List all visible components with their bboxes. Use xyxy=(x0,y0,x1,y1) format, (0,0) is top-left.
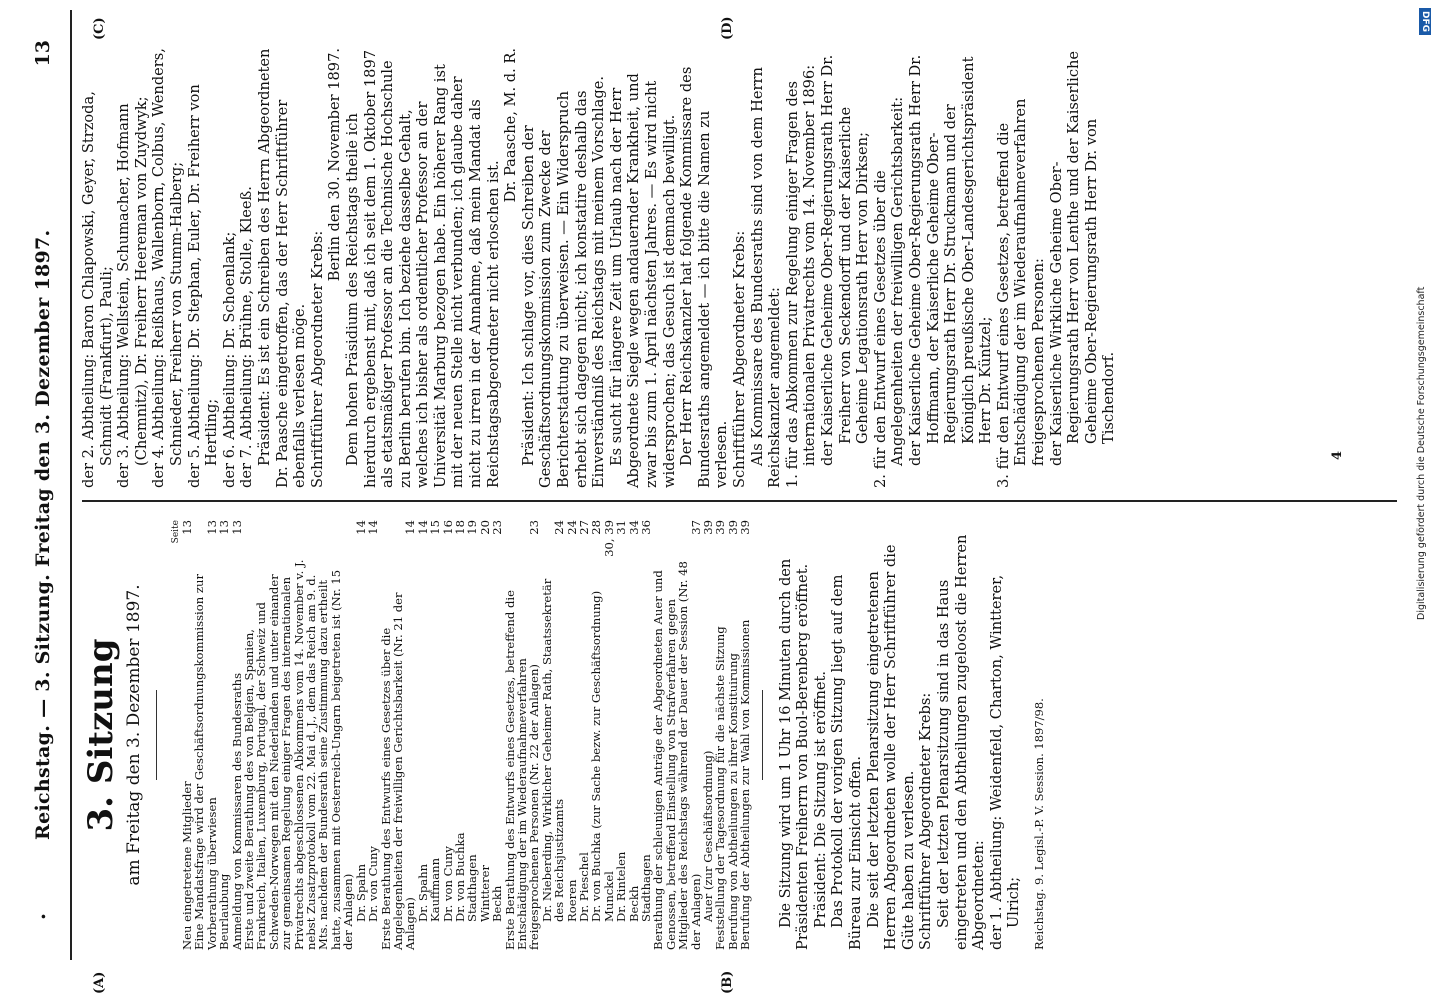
paragraph: der Kaiserliche Geheime Ober-Regierungsrath Herr Dr. Freiherr von Seckendorff und der Kaiserliche Geheime Legationsrath Herr von Dirksen; xyxy=(818,54,872,466)
opening-text xyxy=(777,520,1023,950)
toc-entry-text: Neu eingetretene Mitglieder xyxy=(180,781,194,950)
toc-page-number: 13 xyxy=(217,520,232,535)
paragraph: Der Herr Reichskanzler hat folgende Kommissare des Bundesraths angemeldet — ich bitte die Namen zu verlesen. xyxy=(678,66,731,488)
toc-entry-text: Berufung der Abtheilungen zur Wahl von Kommissionen xyxy=(738,619,753,950)
toc-page-number: 30, 39 xyxy=(601,520,616,557)
paragraph: Präsident: Ich schlage vor, dies Schreiben der Geschäftsordnungskommission zum Zwecke der Berichterstattung zu überweisen. — Ein Widerspruch erhebt sich dagegen nicht; ich konstatire deshalb das Einverständniß des Reichstags mit meinem Vorschlage. xyxy=(519,76,608,488)
toc-entry-text: Dr. Rintelen xyxy=(614,851,629,922)
toc-page-number: 39 xyxy=(738,520,753,535)
toc-entry-text: Erste und zweite Berathung des von Belgien, Spanien, Frankreich, Italien, Luxemburg, Portugal, der Schweiz und Schweden-Norwegen mit den Niederlanden und unter einander zur gemeinsamen Regelung einiger Fragen des internationalen Privatrechts abgeschlossenen Abkommens vom 14. November v. J. nebst Zusatzprotokoll vom 22. Mai d. J., dem das Reich am 9. d. Mts. nachdem der Bundesrath seine Zustimmung dazu ertheilt hatte, zusammen mit Oesterreich-Ungarn beigetreten ist (Nr. 15 der Anlagen) xyxy=(242,559,356,950)
session-date: am Freitag den 3. Dezember 1897. xyxy=(124,584,144,886)
toc-entry-text: Feststellung der Tagesordnung für die nächste Sitzung xyxy=(713,626,728,950)
paragraph: Präsident: Die Sitzung ist eröffnet. xyxy=(811,670,829,928)
toc-page-number: 39 xyxy=(725,520,740,535)
toc-entry-text: Kauffmann xyxy=(428,857,443,922)
session-title: 3. Sitzung xyxy=(81,638,121,832)
paragraph: Die seit der letzten Plenarsitzung eingetretenen Herren Abgeordneten wolle der Herr Schriftführer die Güte haben zu verlesen. xyxy=(864,544,917,950)
paragraph: Das Protokoll der vorigen Sitzung liegt auf dem Büreau zur Einsicht offen. xyxy=(829,574,865,950)
toc-entry xyxy=(243,520,355,950)
dfg-logo: DFG xyxy=(1419,8,1431,35)
toc-entry-text: Dr. Nieberding, Wirklicher Geheimer Rath, Staatssekretär des Reichsjustizamts xyxy=(539,578,567,922)
seite-label: Seite xyxy=(171,520,181,544)
toc-page-number: 39 xyxy=(701,520,716,535)
marker-b: (B) xyxy=(720,970,735,994)
toc-page-number: 23 xyxy=(490,520,505,535)
paragraph: Die Sitzung wird um 1 Uhr 16 Minuten durch den Präsidenten Freiherrn von Buol-Berenberg eröffnet. xyxy=(776,558,812,950)
paragraph: der 4. Abtheilung: Reißhaus, Wallenborn, Colbus, Wenders, Schnieder, Freiherr von Stumm-Halberg; xyxy=(150,48,185,488)
toc-page-number: 23 xyxy=(527,520,542,535)
paragraph: der Kaiserliche Wirkliche Geheime Ober-Regierungsrath Herr von Lenthe und der Kaiserliche Geheime Ober-Regierungsrath Herr Dr. von Tischendorf. xyxy=(1047,50,1118,466)
toc-page-number: 36 xyxy=(639,520,654,535)
header-title: Reichstag. — 3. Sitzung. Freitag den 3. Dezember 1897. xyxy=(32,229,54,840)
paragraph: 1. für das Abkommen zur Regelung einiger Fragen des internationalen Privatrechts vom 14. November 1896: xyxy=(783,64,819,488)
paragraph: Als Kommissare des Bundesraths sind von dem Herrn Reichskanzler angemeldet: xyxy=(748,67,784,488)
toc-entry-text: Dr. Pieschel xyxy=(577,852,591,922)
toc-entry xyxy=(504,520,541,950)
toc-entry xyxy=(193,520,218,950)
toc-entry xyxy=(714,520,726,950)
toc-entry-text: Dr. von Cuny xyxy=(440,846,455,922)
paragraph: Seit der letzten Plenarsitzung sind in das Haus eingetreten und den Abtheilungen zugeloost die Herren Abgeordneten: xyxy=(935,534,988,950)
toc-page-number: 34 xyxy=(626,520,641,535)
left-column xyxy=(80,520,1049,950)
toc-entry xyxy=(218,520,230,950)
toc-page-number: 14 xyxy=(353,520,368,535)
toc-entry-text: Beckh xyxy=(490,885,505,922)
table-of-contents xyxy=(181,520,752,950)
toc-page-number: 24 xyxy=(552,520,567,535)
toc-entry xyxy=(652,520,702,950)
toc-page-number: 16 xyxy=(440,520,455,535)
column-divider xyxy=(82,500,1397,502)
paragraph: 3. für den Entwurf eines Gesetzes, betreffend die Entschädigung der im Wiederaufnahmeverfahren freigesprochenen Personen: xyxy=(994,98,1048,488)
page-number: 13 xyxy=(32,40,54,67)
toc-entry xyxy=(429,520,441,950)
toc-entry-text: Erste Berathung des Entwurfs eines Gesetzes über die Angelegenheiten der freiwilligen Gerichtsbarkeit (Nr. 21 der Anlagen) xyxy=(378,592,418,950)
toc-entry xyxy=(466,520,478,950)
paragraph: Schriftführer Abgeordneter Krebs: xyxy=(308,230,326,488)
toc-entry xyxy=(541,520,566,950)
toc-entry-text: Wintterer xyxy=(477,864,492,922)
toc-page-number: 14 xyxy=(415,520,430,535)
toc-entry-text: Beurlaubung xyxy=(217,873,232,950)
paragraph: Es sucht für längere Zeit um Urlaub nach der Herr Abgeordnete Siegle wegen andauernder Krankheit, und zwar bis zum 1. April nächsten Jahres. — Es wird nicht widersprochen; das Gesuch ist demnach bewilligt. xyxy=(607,73,678,488)
paragraph: Präsident: Es ist ein Schreiben des Herrn Abgeordneten Dr. Paasche eingetroffen, das der Herr Schriftführer ebenfalls verlesen möge. xyxy=(255,48,309,488)
marker-a: (A) xyxy=(92,971,107,994)
toc-entry-text: Stadthagen xyxy=(639,854,654,922)
toc-page-number: 24 xyxy=(564,520,579,535)
paragraph: 2. für den Entwurf eines Gesetzes über die Angelegenheiten der freiwilligen Gerichtsbarkeit: xyxy=(871,96,907,488)
toc-entry xyxy=(367,520,379,950)
toc-entry xyxy=(739,520,751,950)
toc-page-number: 39 xyxy=(713,520,728,535)
paragraph: Dr. Paasche, M. d. R. xyxy=(502,48,520,203)
toc-entry-text: Anmeldung von Kommissaren des Bundesraths xyxy=(229,672,244,950)
toc-entry xyxy=(491,520,503,950)
toc-entry xyxy=(380,520,417,950)
title-separator xyxy=(156,690,157,780)
toc-page-number: 13 xyxy=(180,520,194,535)
paragraph: der 1. Abtheilung: Weidenfeld, Charton, Wintterer, Ulrich; xyxy=(987,574,1023,950)
toc-page-number: 18 xyxy=(452,520,467,535)
toc-separator xyxy=(762,690,763,780)
toc-entry-text: Berathung der schleunigen Anträge der Abgeordneten Auer und Genossen, betreffend Einstellung von Strafverfahren gegen Mitglieder des Reichstags während der Dauer der Session (Nr. 48 der Anlagen) xyxy=(651,561,703,950)
toc-page-number: 15 xyxy=(428,520,443,535)
toc-page-number: 13 xyxy=(204,520,219,535)
header-dot: . xyxy=(26,913,50,920)
toc-page-number: 14 xyxy=(366,520,381,535)
toc-entry-text: Dr. Spahn xyxy=(415,863,430,922)
toc-entry-text: Erste Berathung des Entwurfs eines Gesetzes, betreffend die Entschädigung der im Wiederaufnahmeverfahren freigesprochenen Personen (Nr. 22 der Anlagen) xyxy=(502,590,542,950)
toc-page-number: 14 xyxy=(403,520,418,535)
paragraph: der 5. Abtheilung: Dr. Stephan, Euler, Dr. Freiherr von Hertling; xyxy=(185,84,221,488)
toc-entry-text: Dr. von Buchka xyxy=(452,832,467,922)
toc-entry xyxy=(615,520,627,950)
toc-page-number: 20 xyxy=(477,520,492,535)
toc-entry-text: Munckel xyxy=(601,871,616,922)
paragraph: Schriftführer Abgeordneter Krebs: xyxy=(730,230,748,488)
paragraph: Schriftführer Abgeordneter Krebs: xyxy=(917,692,935,950)
toc-page-number: 28 xyxy=(589,520,604,535)
toc-entry-text: Dr. von Buchka (zur Sache bezw. zur Geschäftsordnung) xyxy=(589,590,604,922)
header-rule xyxy=(70,10,72,960)
sheet-mark: 4 xyxy=(1330,450,1345,460)
paragraph: Berlin den 30. November 1897. xyxy=(326,48,344,282)
footer-note: Reichstag. 9. Legisl.-P. V. Session. 1897/98. xyxy=(1032,698,1046,950)
marker-c: (C) xyxy=(92,17,107,40)
paragraph: der Kaiserliche Geheime Ober-Regierungsrath Herr Dr. Hoffmann, der Kaiserliche Geheime Ober-Regierungsrath Herr Dr. Struckmann und der Königlich preußische Ober-Landesgerichtspräsident Herr Dr. Küntzel; xyxy=(906,54,995,466)
toc-page-number: 19 xyxy=(465,520,480,535)
toc-page-number: 13 xyxy=(229,520,244,535)
paragraph: der 2. Abtheilung: Baron Chlapowski, Geyer, Strzoda, Schmidt (Frankfurt), Pauli; xyxy=(80,91,115,488)
paragraph: der 7. Abtheilung: Brühne, Stolle, Kleeß. xyxy=(238,186,256,488)
paragraph: der 3. Abtheilung: Wellstein, Schumacher, Hofmann (Chemnitz), Dr. Freiherr Heereman von Zuydwyk; xyxy=(115,96,150,488)
right-column xyxy=(80,48,1118,488)
watermark-text: Digitalisierung gefördert durch die Deutsche Forschungsgemeinschaft xyxy=(1416,286,1427,620)
toc-entry-text: Eine Mandatsfrage wird der Geschäftsordnungskommission zur Vorberathung überwiesen xyxy=(192,574,219,950)
toc-entry-text: Berufung von Abtheilungen zu ihrer Konstituirung xyxy=(725,653,740,950)
paragraph: der 6. Abtheilung: Dr. Schoenlank; xyxy=(220,231,238,488)
toc-page-number: 31 xyxy=(614,520,629,535)
paragraph: Dem hohen Präsidium des Reichstags theile ich hierdurch ergebenst mit, daß ich seit dem 1. Oktober 1897 als etatsmäßiger Professor an die Technische Hochschule zu Berlin berufen bin. Ich beziehe dasselbe Gehalt, welches ich bisher als ordentlicher Professor an der Universität Marburg bezogen habe. Ein höherer Rang ist mit der neuen Stelle nicht verbunden; ich glaube daher nicht zu irren in der Annahme, daß mein Mandat als Reichstagsabgeordneter nicht erloschen ist. xyxy=(343,49,502,488)
toc-entry-text: Dr. Spahn xyxy=(353,863,368,922)
toc-entry-text: Roeren xyxy=(564,879,579,922)
toc-page-number: 27 xyxy=(577,520,591,535)
toc-entry-text: Auer (zur Geschäftsordnung) xyxy=(701,750,716,922)
running-header xyxy=(26,40,66,960)
toc-entry xyxy=(590,520,602,950)
toc-entry-text: Stadthagen xyxy=(465,854,480,922)
toc-entry-text: Beckh xyxy=(626,885,641,922)
toc-page-number: 37 xyxy=(688,520,703,535)
toc-entry-text: Dr. von Cuny xyxy=(366,846,381,922)
marker-d: (D) xyxy=(720,16,735,40)
